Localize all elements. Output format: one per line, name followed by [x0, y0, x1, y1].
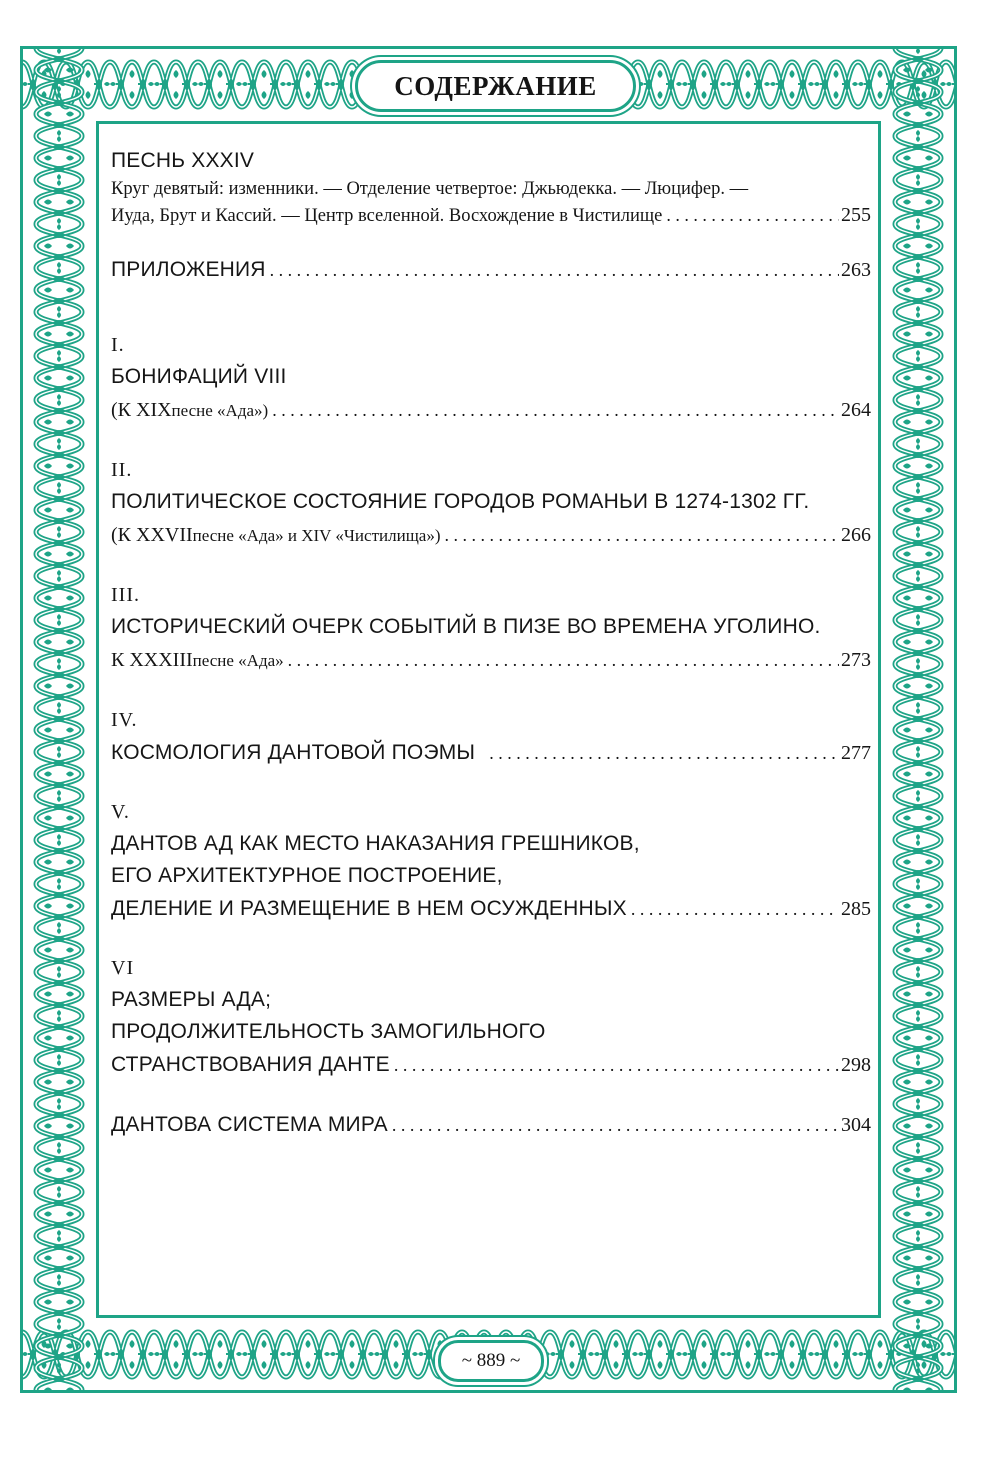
toc-line — [111, 1108, 871, 1142]
page-number: ~ 889 ~ — [461, 1350, 521, 1371]
toc-line — [111, 1048, 871, 1082]
toc-reference-small: песне «Ада» — [192, 651, 284, 670]
page-title: СОДЕРЖАНИЕ — [394, 70, 597, 101]
toc-title-line: КОСМОЛОГИЯ ДАНТОВОЙ ПОЭМЫ — [111, 741, 476, 764]
dot-leader — [444, 518, 839, 552]
toc-title-line: ДЕЛЕНИЕ И РАЗМЕЩЕНИЕ В НЕМ ОСУЖДЕННЫХ — [111, 897, 627, 920]
table-of-contents — [111, 146, 871, 1142]
dot-leader — [666, 202, 839, 228]
dot-leader — [270, 253, 839, 287]
toc-numeral: II. — [111, 459, 133, 481]
toc-title-line: ЕГО АРХИТЕКТУРНОЕ ПОСТРОЕНИЕ, — [111, 864, 503, 887]
toc-title-line: ПОЛИТИЧЕСКОЕ СОСТОЯНИЕ ГОРОДОВ РОМАНЬИ В 1274-1302 ГГ. — [111, 490, 810, 513]
toc-entry-appendix-3 — [111, 579, 871, 678]
toc-title-line: БОНИФАЦИЙ VIII — [111, 365, 287, 388]
toc-title-line: ПРОДОЛЖИТЕЛЬНОСТЬ ЗАМОГИЛЬНОГО — [111, 1020, 546, 1043]
toc-description-text: Иуда, Брут и Кассий. — Центр вселенной. Восхождение в Чистилище — [111, 206, 663, 226]
frame-left-ornament — [22, 48, 96, 1391]
toc-line — [111, 736, 871, 770]
toc-reference: (К XIX — [111, 399, 172, 421]
toc-entry-appendices — [111, 253, 871, 287]
toc-title-line: РАЗМЕРЫ АДА; — [111, 988, 272, 1011]
page-number-cartouche — [438, 1340, 544, 1382]
toc-page-number: 285 — [841, 898, 871, 920]
toc-line — [111, 892, 871, 926]
toc-title-line: ДАНТОВ АД КАК МЕСТО НАКАЗАНИЯ ГРЕШНИКОВ, — [111, 832, 640, 855]
toc-entry-appendix-5 — [111, 796, 871, 926]
toc-page-number: 263 — [841, 259, 871, 281]
toc-description-line — [111, 202, 871, 229]
dot-leader — [288, 643, 839, 677]
toc-entry-appendix-6 — [111, 952, 871, 1082]
toc-numeral: V. — [111, 801, 130, 823]
toc-page-number: 304 — [841, 1114, 871, 1136]
toc-entry-canto-34 — [111, 146, 871, 229]
toc-entry-appendix-4 — [111, 704, 871, 770]
dot-leader — [489, 736, 839, 770]
toc-numeral: IV. — [111, 709, 138, 731]
dot-leader — [272, 393, 839, 427]
toc-heading: ПРИЛОЖЕНИЯ — [111, 258, 266, 281]
frame-outer-rule-bottom — [20, 1390, 957, 1393]
toc-page-number: 255 — [841, 204, 871, 226]
toc-entry-world-system — [111, 1108, 871, 1142]
frame-right-ornament — [881, 48, 955, 1391]
toc-page-number: 298 — [841, 1054, 871, 1076]
toc-page-number: 266 — [841, 524, 871, 546]
toc-numeral: I. — [111, 334, 125, 356]
toc-line — [111, 393, 871, 428]
toc-entry-appendix-1 — [111, 329, 871, 428]
frame-outer-rule-top — [20, 46, 957, 49]
toc-description-line: Круг девятый: изменники. — Отделение четвертое: Джьюдекка. — Люцифер. — — [111, 179, 749, 199]
toc-heading: ПЕСНЬ XXXIV — [111, 149, 255, 172]
toc-title-line: СТРАНСТВОВАНИЯ ДАНТЕ — [111, 1053, 390, 1076]
toc-reference: (К XXVII — [111, 524, 193, 546]
toc-line — [111, 253, 871, 287]
toc-reference-small: песне «Ада» и XIV «Чистилища») — [192, 526, 441, 545]
toc-title-line: ИСТОРИЧЕСКИЙ ОЧЕРК СОБЫТИЙ В ПИЗЕ ВО ВРЕМЕНА УГОЛИНО. — [111, 615, 821, 638]
frame-outer-rule-left — [20, 46, 23, 1393]
dot-leader — [631, 892, 839, 926]
toc-page-number: 264 — [841, 399, 871, 421]
toc-page-number: 273 — [841, 649, 871, 671]
dot-leader — [394, 1048, 839, 1082]
toc-line — [111, 643, 871, 678]
toc-reference-small: песне «Ада») — [171, 401, 269, 420]
toc-line — [111, 518, 871, 553]
toc-page-number: 277 — [841, 742, 871, 764]
toc-entry-appendix-2 — [111, 454, 871, 553]
toc-reference: К XXXIII — [111, 649, 193, 671]
title-cartouche — [355, 60, 636, 112]
toc-numeral: VI — [111, 957, 135, 979]
toc-heading: ДАНТОВА СИСТЕМА МИРА — [111, 1113, 388, 1136]
toc-numeral: III. — [111, 584, 140, 606]
dot-leader — [392, 1108, 839, 1142]
frame-outer-rule-right — [954, 46, 957, 1393]
